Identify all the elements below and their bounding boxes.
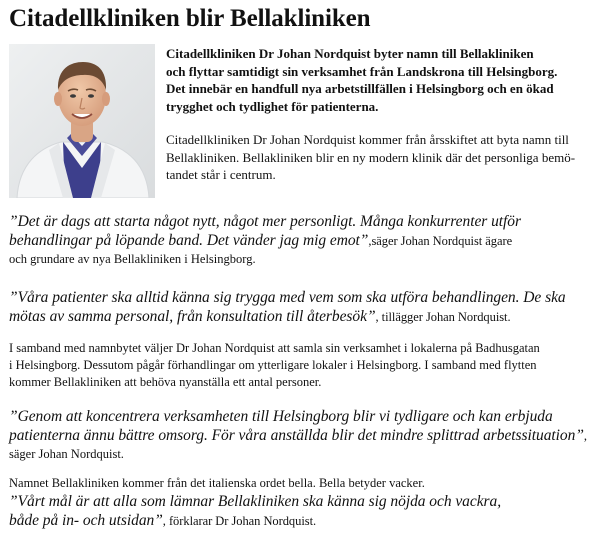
quote-line — [9, 426, 601, 446]
portrait-illustration — [9, 44, 155, 198]
paragraph-line: I samband med namnbytet väljer Dr Johan Nordquist att samla sin verksamhet i lokalerna på Badhusgatan — [9, 341, 540, 355]
intro-line: Citadellkliniken Dr Johan Nordquist kommer från årsskiftet att byta namn till — [166, 132, 569, 147]
attribution-line: säger Johan Nordquist. — [9, 447, 124, 461]
quote-line: ”Våra patienter ska alltid känna sig trygga med vem som ska utföra behandlingen. De ska — [9, 289, 566, 306]
right-eye — [88, 94, 94, 98]
intro-line: tandet står i centrum. — [166, 167, 276, 182]
attribution: ,säger Johan Nordquist ägare — [368, 234, 513, 248]
article-lede — [166, 45, 596, 115]
lede-line: Citadellkliniken Dr Johan Nordquist byter namn till Bellakliniken — [166, 46, 534, 61]
quote-text: mötas av samma personal, från konsultation till återbesök” — [9, 308, 376, 325]
quote-line: ”Det är dags att starta något nytt, något mer personligt. Många konkurrenter utför — [9, 213, 521, 230]
attribution: , förklarar Dr Johan Nordquist. — [162, 514, 317, 528]
attribution: , tillägger Johan Nordquist. — [375, 310, 511, 324]
attribution: , — [583, 429, 587, 443]
closing-line: Namnet Bellakliniken kommer från det italienska ordet bella. Bella betyder vacker. — [9, 476, 425, 490]
right-ear — [102, 92, 110, 106]
attribution-line: och grundare av nya Bellakliniken i Helsingborg. — [9, 252, 256, 266]
intro-line: Bellakliniken. Bellakliniken blir en ny modern klinik där det personliga bemö- — [166, 149, 576, 165]
quote-line: ”Vårt mål är att alla som lämnar Bellakliniken ska känna sig nöjda och vackra, — [9, 493, 502, 510]
quote-line — [9, 307, 601, 327]
quote-text: patienterna ännu bättre omsorg. För våra anställda blir det mindre splittrad arbetssituation” — [9, 427, 584, 444]
closing-section — [9, 475, 601, 531]
left-eye — [70, 94, 76, 98]
quote-concentration — [9, 407, 601, 463]
article-intro — [166, 131, 596, 184]
lede-line: trygghet och tydlighet för patienterna. — [166, 98, 379, 114]
lede-line: Det innebär en handfull nya arbetstillfällen i Helsingborg och en ökad — [166, 81, 554, 96]
left-ear — [54, 92, 62, 106]
quote-line: ”Genom att koncentrera verksamheten till Helsingborg blir vi tydligare och kan erbjuda — [9, 408, 553, 425]
quote-line — [9, 511, 601, 531]
quote-line — [9, 231, 601, 251]
quote-owner — [9, 212, 601, 268]
paragraph-line: kommer Bellakliniken att behöva nyanställa ett antal personer. — [9, 375, 322, 389]
portrait-photo — [9, 44, 155, 198]
paragraph-line: i Helsingborg. Dessutom pågår förhandlingar om ytterligare lokaler i Helsingborg. I samband med flytten — [9, 358, 537, 372]
quote-text: behandlingar på löpande band. Det vänder jag mig emot” — [9, 232, 369, 249]
article-paragraph — [9, 340, 601, 391]
lede-line: och flyttar samtidigt sin verksamhet från Landskrona till Helsingborg. — [166, 63, 558, 79]
quote-patients — [9, 288, 601, 327]
article-title: Citadellkliniken blir Bellakliniken — [9, 5, 371, 32]
quote-text: både på in- och utsidan” — [9, 512, 163, 529]
